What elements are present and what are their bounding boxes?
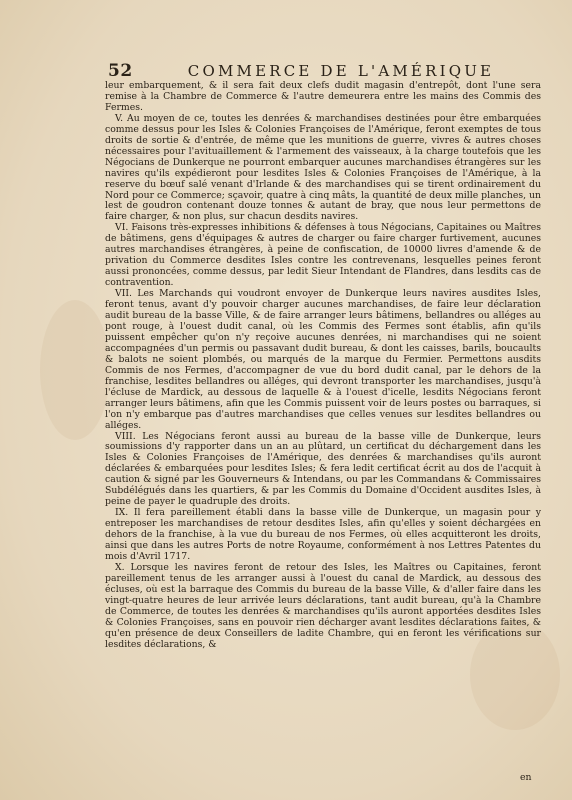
article-text: Faisons très-expresses inhibitions & défenses à tous Négocians, Capitaines ou Maîtres de bâtimens, gens d'équipages & autres de charger ou faire charger furtivement, aucunes autres marchandises étrangères, à peine de confiscation, de 10000 livres d'amende & de privation du Commerce desdites Isles contre les contrevenans, lesquelles peines feront aussi prononcées, comme dessus, par ledit Sieur Intendant de Flandres, dans lesdits cas de contravention. [105,222,541,289]
article-number: VII. [115,288,133,300]
article-number: X. [115,561,125,573]
article-vi [105,223,541,289]
article-number: VIII. [115,430,136,442]
paragraph [105,81,541,114]
article-number: IX. [115,507,129,519]
article-number: V. [115,112,124,124]
article-text: Il fera pareillement établi dans la basse ville de Dunkerque, un magasin pour y entreposer les marchandises de retour desdites Isles, afin qu'elles y soient déchargées en dehors de la franchise, à la vue du bureau de nos Fermes, où elles acquitteront les droits, ainsi que dans les autres Ports de notre Royaume, conformément à nos Lettres Patentes du mois d'Avril 1717. [105,507,541,562]
running-head: COMMERCE DE L'AMÉRIQUE [187,62,495,80]
article-x [105,563,541,651]
paper-stain [40,300,110,440]
article-vii [105,289,541,431]
article-text: Les Négocians feront aussi au bureau de la basse ville de Dunkerque, leurs soumissions d'y rapporter dans un an au plûtard, un certificat du déchargement dans les Isles & Colonies Françoises de l'Amérique, des denrées & marchandises qu'ils auront déclarées & embarquées pour lesdites Isles; & fera ledit certificat écrit au dos de l'acquit à caution & signé par les Gouverneurs & Intendans, ou par les Commandans & Commissaires Subdélégués dans les quartiers, & par les Commis du Domaine d'Occident ausdites Isles, à peine de payer le quadruple des droits. [105,430,541,508]
article-text: Lorsque les navires feront de retour des Isles, les Maîtres ou Capitaines, feront pareillement tenus de les arranger aussi à l'ouest du canal de Mardick, au dessous des écluses, où est la barraque des Commis du bureau de la basse Ville, & d'aller faire dans les vingt-quatre heures de leur arrivée leurs déclarations, tant audit bureau, qu'à la Chambre de Commerce, de toutes les denrées & marchandises qu'ils auront apportées desdites Isles & Colonies Françoises, sans en pouvoir rien décharger avant lesdites déclarations faites, & qu'en présence de deux Conseillers de ladite Chambre, qui en feront les vérifications sur lesdites déclarations, & [105,561,541,650]
catchword: en [520,772,532,783]
article-text: Au moyen de ce, toutes les denrées & marchandises destinées pour être embarquées comme dessus pour les Isles & Colonies Françoises de l'Amérique, feront exemptes de tous droits de sortie & d'entrée, de même que les munitions de guerre, vivres & autres choses nécessaires pour l'avituaillement & l'armement des vaisseaux, à la charge toutefois que les Négocians de Dunkerque ne pourront embarquer aucunes marchandises étrangères sur les navires qu'ils expédieront pour lesdites Isles & Colonies Françoises de l'Amérique, à la reserve du bœuf salé venant d'Irlande & des marchandises qui se tirent ordinairement du Nord pour ce Commerce; sçavoir, quatre à cinq mâts, la quantité de deux mille planches, un lest de goudron contenant douze tonnes & autant de bray, que nous leur permettons de faire charger, & non plus, sur chacun desdits navires. [105,112,541,223]
page-header [108,61,548,81]
paragraph-text: leur embarquement, & il sera fait deux clefs dudit magasin d'entrepôt, dont l'une sera remise à la Chambre de Commerce & l'autre demeurera entre les mains des Commis des Fermes. [105,80,541,113]
body-text [105,81,541,651]
article-text: Les Marchands qui voudront envoyer de Dunkerque leurs navires ausdites Isles, feront tenus, avant d'y pouvoir charger aucunes marchandises, de faire leur déclaration audit bureau de la basse Ville, & de faire arranger leurs bâtimens, bellandres ou alléges au pont rouge, à l'ouest dudit canal, où les Commis des Fermes sont établis, afin qu'ils puissent empêcher qu'on n'y reçoive aucunes denrées, ni marchandises qui ne soient accompagnées d'un permis ou passavant dudit bureau, & dont les caisses, barils, boucaults & balots ne soient plombés, ou marqués de la marque du Fermier. Permettons ausdits Commis de nos Fermes, d'accompagner de vue du bord dudit canal, par le dehors de la franchise, lesdites bellandres ou alléges, qui devront transporter les marchandises, jusqu'à l'écluse de Mardick, au dessous de laquelle & à l'ouest d'icelle, lesdits Négocians feront arranger leurs bâtimens, afin que les Commis puissent voir de leurs postes ou barraques, si l'on n'y embarque pas d'autres marchandises que celles venues sur lesdites bellandres ou alléges. [105,288,541,431]
page-number: 52 [108,61,133,81]
article-v [105,114,541,224]
article-viii [105,432,541,509]
article-number: VI. [115,222,129,234]
article-ix [105,508,541,563]
